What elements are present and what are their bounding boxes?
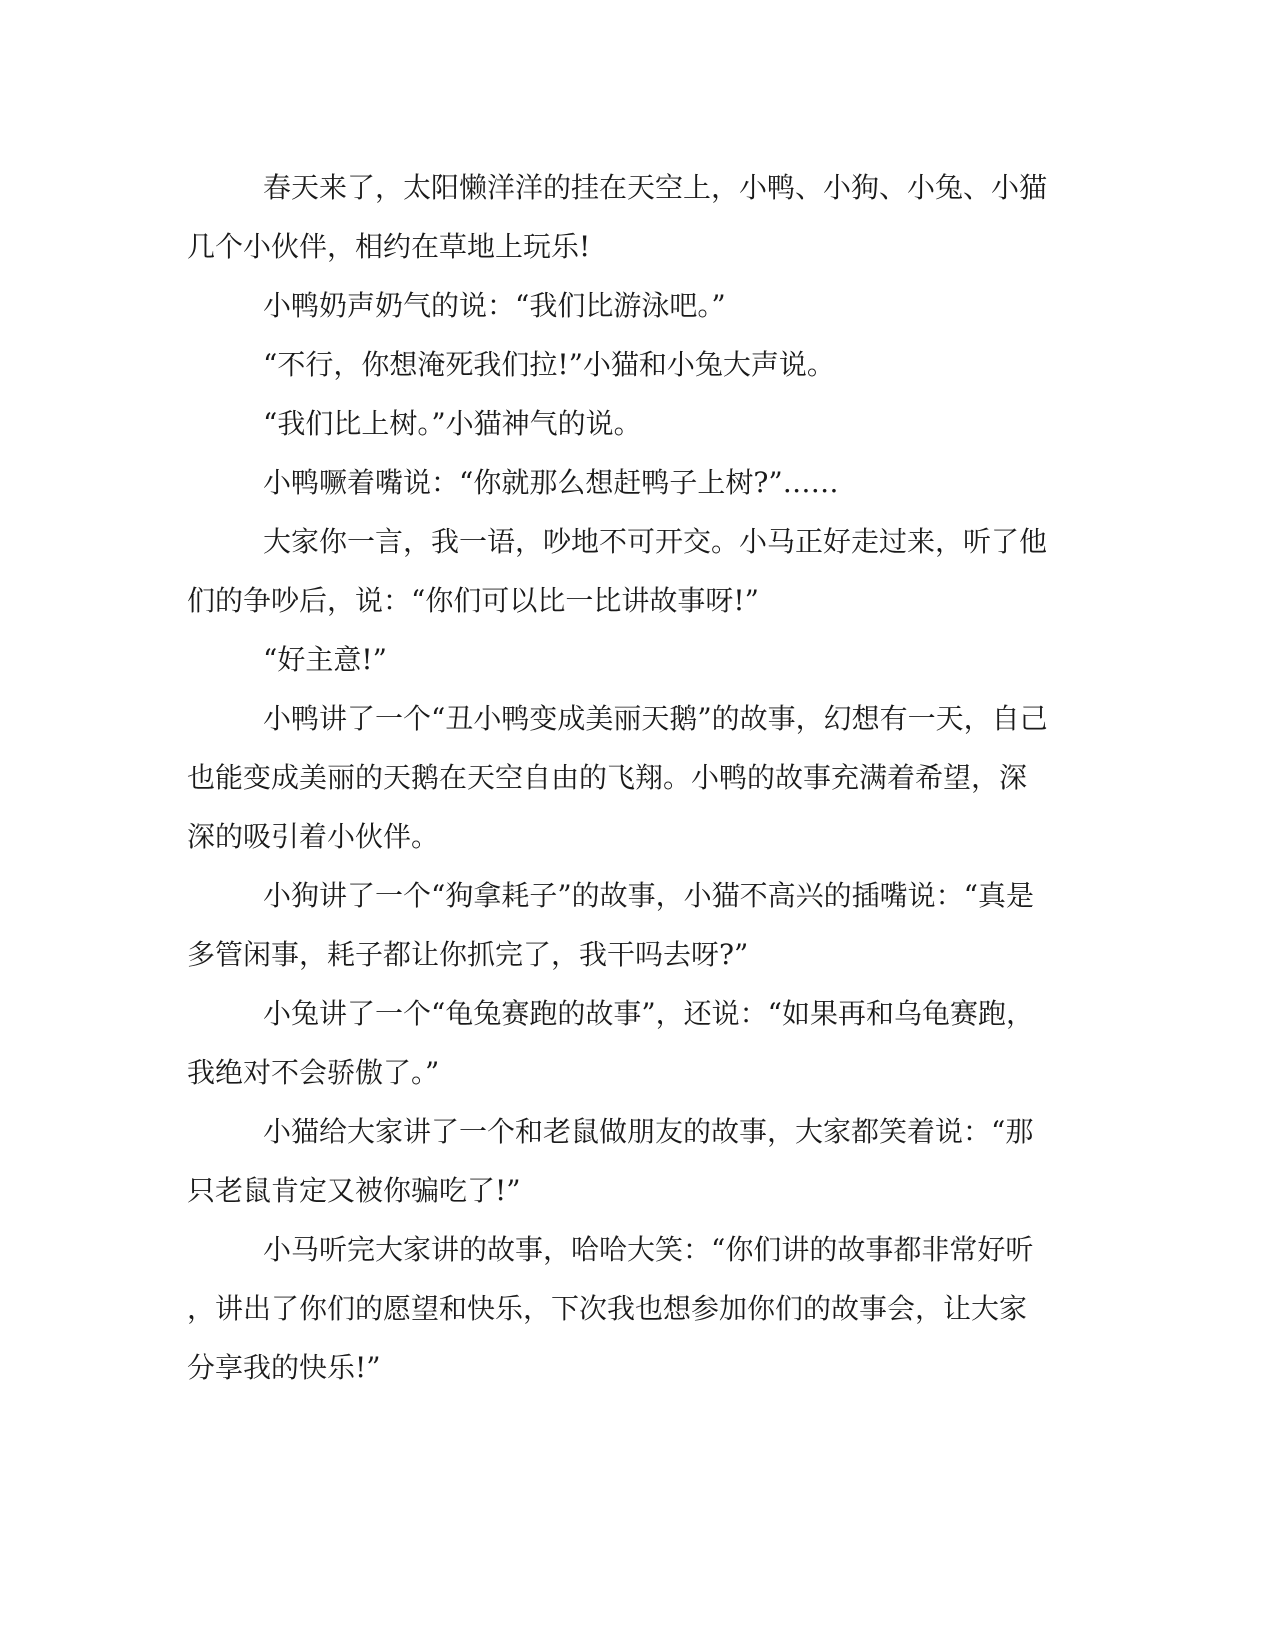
paragraph [187, 512, 1087, 630]
paragraph [187, 630, 1087, 689]
text-line: “我们比上树。”小猫神气的说。 [263, 407, 642, 440]
text-line: 小猫给大家讲了一个和老鼠做朋友的故事，大家都笑着说：“那 [263, 1115, 1034, 1148]
text-line: 小鸭奶声奶气的说：“我们比游泳吧。” [263, 289, 726, 322]
text-line: 深的吸引着小伙伴。 [187, 820, 440, 853]
story-body [187, 158, 1087, 1397]
text-line: 大家你一言，我一语，吵地不可开交。小马正好走过来，听了他 [263, 525, 1048, 558]
text-line: 小狗讲了一个“狗拿耗子”的故事，小猫不高兴的插嘴说：“真是 [263, 879, 1034, 912]
text-line: 只老鼠肯定又被你骗吃了!” [187, 1174, 521, 1207]
paragraph [187, 1102, 1087, 1220]
paragraph [187, 276, 1087, 335]
paragraph [187, 689, 1087, 866]
text-line: 多管闲事，耗子都让你抓完了，我干吗去呀?” [187, 938, 749, 971]
text-line: 春天来了，太阳懒洋洋的挂在天空上，小鸭、小狗、小兔、小猫 [263, 171, 1048, 204]
text-line: 几个小伙伴，相约在草地上玩乐! [187, 230, 591, 263]
text-line: 我绝对不会骄傲了。” [187, 1056, 440, 1089]
paragraph [187, 1220, 1087, 1397]
paragraph [187, 394, 1087, 453]
text-line: “不行，你想淹死我们拉!”小猫和小兔大声说。 [263, 348, 835, 381]
text-line: 小鸭讲了一个“丑小鸭变成美丽天鹅”的故事，幻想有一天，自己 [263, 702, 1048, 735]
text-line: 分享我的快乐!” [187, 1351, 381, 1384]
paragraph [187, 453, 1087, 512]
text-line: 们的争吵后，说：“你们可以比一比讲故事呀!” [187, 584, 759, 617]
text-line: 小马听完大家讲的故事，哈哈大笑：“你们讲的故事都非常好听 [263, 1233, 1034, 1266]
text-line: 小兔讲了一个“龟兔赛跑的故事”，还说：“如果再和乌龟赛跑， [263, 997, 1034, 1030]
paragraph [187, 335, 1087, 394]
paragraph [187, 158, 1087, 276]
text-line: 小鸭噘着嘴说：“你就那么想赶鸭子上树?”…… [263, 466, 839, 499]
text-line: “好主意!” [263, 643, 387, 676]
paragraph [187, 866, 1087, 984]
text-line: 也能变成美丽的天鹅在天空自由的飞翔。小鸭的故事充满着希望，深 [187, 761, 1028, 794]
text-line: ，讲出了你们的愿望和快乐，下次我也想参加你们的故事会，让大家 [187, 1292, 1028, 1325]
paragraph [187, 984, 1087, 1102]
